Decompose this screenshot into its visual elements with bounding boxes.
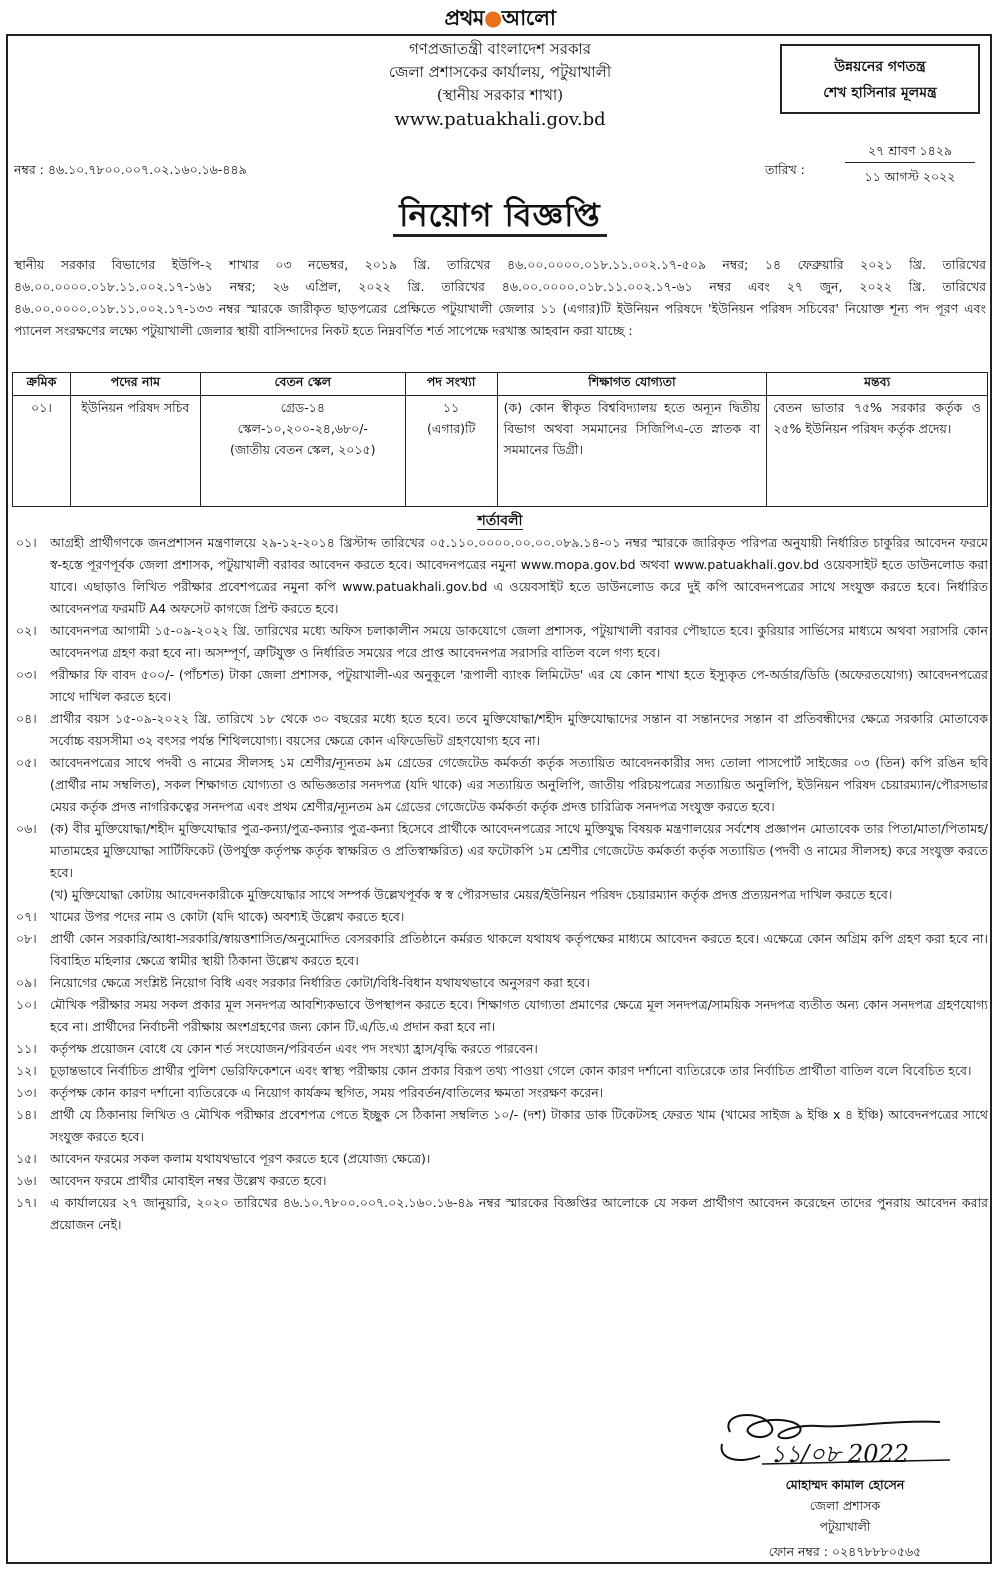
date-label: তারিখ : (765, 162, 805, 177)
date-english: ১১ আগস্ট ২০২২ (864, 169, 956, 184)
term-item: ১১। কর্তৃপক্ষ প্রয়োজন বোধে যে কোন শর্ত সংযোজন/পরিবর্তন এবং পদ সংখ্যা হ্রাস/বৃদ্ধি করতে পারবেন। (16, 1041, 538, 1056)
notice-title: নিয়োগ বিজ্ঞপ্তি (0, 190, 1000, 244)
cell-remarks: বেতন ভাতার ৭৫% সরকার কর্তৃক ও ২৫% ইউনিয়ন পরিষদ কর্তৃক প্রদেয়। (767, 396, 988, 507)
vacancy-table (12, 372, 988, 507)
term-item: ১০। মৌখিক পরীক্ষার সময় সকল প্রকার মূল সনদপত্র আবশ্যিকভাবে উপস্থাপন করতে হবে। শিক্ষাগত যোগ্যতা প্রমাণের ক্ষেত্রে মূল সনদপত্র/সাময়িক সনদপত্র ব্যতীত অন্য কোন সনদপত্র গ্রহণযোগ্য হবে না। প্রার্থীদের নির্বাচনী পরীক্ষায় অংশগ্রহণের জন্য কোন টি.এ/ডি.এ প্রদান করা হবে না। (16, 997, 988, 1034)
cell-count: ১১ (এগার)টি (405, 396, 497, 507)
term-item: ০৪। প্রার্থীর বয়স ১৫-০৯-২০২২ খ্রি. তারিখে ১৮ থেকে ৩০ বছরের মধ্যে হতে হবে। তবে মুক্তিযোদ্ধা/শহীদ মুক্তিযোদ্ধাদের সন্তান বা সন্তানদের সন্তান বা প্রতিবন্ধীদের ক্ষেত্রে সরকারি মোতাবেক সর্বোচ্চ বয়সসীমা ৩২ বৎসর পর্যন্ত শিথিলযোগ্য। বয়সের ক্ষেত্রে কোন এফিডেভিট গ্রহণযোগ্য হবে না। (16, 711, 988, 748)
cell-post: ইউনিয়ন পরিষদ সচিব (70, 396, 200, 507)
intro-paragraph: স্থানীয় সরকার বিভাগের ইউপি-২ শাখার ০৩ নভেম্বর, ২০১৯ খ্রি. তারিখের ৪৬.০০.০০০০.০১৮.১১.০০২.১৭-৫০৯ নম্বর; ১৪ ফেব্রুয়ারি ২০২১ খ্রি. তারিখের ৪৬.০০.০০০০.০১৮.১১.০০২.১৭-১৬১ নম্বর; ২৬ এপ্রিল, ২০২২ খ্রি. তারিখের ৪৬.০০.০০০০.০১৮.১১.০০২.১৭-৬১ নম্বর এবং ২৭ জুন, ২০২২ খ্রি. তারিখের ৪৬.০০.০০০০.০১৮.১১.০০২.১৭-১৩৩ নম্বর স্মারকে জারীকৃত ছাড়পত্রের প্রেক্ষিতে পটুয়াখালী জেলার ১১ (এগার)টি ইউনিয়ন পরিষদে 'ইউনিয়ন পরিষদ সচিবের' নিয়োক্ত শূন্য পদ পূরণ এবং প্যানেল সংরক্ষণের লক্ষ্যে পটুয়াখালী জেলার স্থায়ী বাসিন্দাদের নিকট হতে নিম্নবর্ণিত শর্ত সাপেক্ষে দরখাস্ত আহবান করা যাচ্ছে : (14, 257, 986, 338)
office-website: www.patuakhali.gov.bd (394, 109, 606, 130)
signatory-phone: ফোন নম্বর : ০২৪৭৮৮৮০৫৬৫ (768, 1544, 922, 1559)
date-bangla: ২৭ শ্রাবণ ১৪২৯ (845, 140, 975, 163)
slogan-line-1: উন্নয়নের গণতন্ত্র (834, 59, 926, 75)
term-item: ১৫। আবেদন ফরমের সকল কলাম যথাযথভাবে পূরণ করতে হবে (প্রযোজ্য ক্ষেত্রে)। (16, 1151, 431, 1166)
term-item: ০২। আবেদনপত্র আগামী ১৫-০৯-২০২২ খ্রি. তারিখের মধ্যে অফিস চলাকালীন সময়ে ডাকযোগে জেলা প্রশাসক, পটুয়াখালী বরাবর পৌছাতে হবে। কুরিয়ার সার্ভিসের মাধ্যমে অথবা সরাসরি কোন আবেদনপত্র গ্রহণ করা হবে না। অসম্পূর্ণ, ত্রুটিযুক্ত ও নির্ধারিত সময়ের পরে প্রাপ্ত আবেদনপত্র সরাসরি বাতিল বলে গণ্য হবে। (16, 623, 988, 660)
terms-heading: শর্তাবলী (477, 513, 523, 529)
col-pay-scale: বেতন স্কেল (200, 373, 405, 396)
term-item: ১৪। প্রার্থী যে ঠিকানায় লিখিত ও মৌখিক পরীক্ষার প্রবেশপত্র পেতে ইচ্ছুক সে ঠিকানা সম্বলিত ১০/- (দশ) টাকার ডাক টিকেটসহ ফেরত খাম (খামের সাইজ ৯ ইঞ্চি x ৪ ইঞ্চি) আবেদনপত্রের সাথে সংযুক্ত করতে হবে। (16, 1107, 988, 1144)
brand-logo: প্রথম●আলো (444, 6, 556, 30)
term-item: ০৭। খামের উপর পদের নাম ও কোটা (যদি থাকে) অবশ্যই উল্লেখ করতে হবে। (16, 909, 405, 924)
col-remarks: মন্তব্য (767, 373, 988, 396)
col-serial: ক্রমিক (13, 373, 71, 396)
term-item: ১৩। কর্তৃপক্ষ কোন কারণ দর্শানো ব্যতিরেকে এ নিয়োগ কার্যক্রম স্থগিত, সময় পরিবর্তন/বাতিলের ক্ষমতা সংরক্ষণ করেন। (16, 1085, 604, 1100)
section-name: (স্থানীয় সরকার শাখা) (436, 86, 564, 104)
term-item: ০৩। পরীক্ষার ফি বাবদ ৫০০/- (পাঁচশত) টাকা জেলা প্রশাসক, পটুয়াখালী-এর অনুকূলে 'রূপালী ব্যাংক লিমিটেড' এর যে কোন শাখা হতে ইস্যুকৃত পে-অর্ডার/ডিডি (অফেরতযোগ্য) আবেদনপত্রের সাথে দাখিল করতে হবে। (16, 667, 988, 704)
cell-scale: গ্রেড-১৪ স্কেল-১০,২০০-২৪,৬৮০/- (জাতীয় বেতন স্কেল, ২০১৫) (200, 396, 405, 507)
memo-number: নম্বর : ৪৬.১০.৭৮০০.০০৭.০২.১৬০.১৬-৪৪৯ (14, 162, 247, 177)
col-post-name: পদের নাম (70, 373, 200, 396)
terms-list (12, 532, 988, 1236)
term-item: ১২। চূড়ান্তভাবে নির্বাচিত প্রার্থীর পুলিশ ভেরিফিকেশনে এবং স্বাস্থ্য পরীক্ষায় কোন প্রকার বিরূপ তথ্য পাওয়া গেলে কোন কারণ দর্শানো ব্যতিরেকে তার নির্বাচিত প্রার্থীতা বাতিল বলে বিবেচিত হবে। (16, 1063, 972, 1078)
term-item: ০৯। নিয়োগের ক্ষেত্রে সংশ্লিষ্ট নিয়োগ বিধি এবং সরকার নির্ধারিত কোটা/বিধি-বিধান যথাযথভাবে অনুসরণ করা হবে। (16, 975, 590, 990)
term-item: ০১। আগ্রহী প্রার্থীগণকে জনপ্রশাসন মন্ত্রণালয়ে ২৯-১২-২০১৪ খ্রিস্টাব্দ তারিখের ০৫.১১০.০০০০.০০.০০.০৮৯.১৪-০১ নম্বর স্মারকে জারিকৃত পরিপত্র অনুযায়ী নির্ধারিত চাকুরির আবেদন ফরমে স্ব-হস্তে পূরণপূর্বক জেলা প্রশাসক, পটুয়াখালী বরাবর আবেদন করতে হবে। আবেদনপত্রের নমুনা www.mopa.gov.bd অথবা www.patuakhali.gov.bd ওয়েবসাইট হতে ডাউনলোড করা যাবে। এছাড়াও লিখিত পরীক্ষার প্রবেশপত্রের নমুনা কপি www.patuakhali.gov.bd এ ওয়েবসাইট হতে ডাউনলোড করে দুই কপি আবেদনপত্রের সাথে সংযুক্ত করতে হবে। নির্ধারিত আবেদনপত্র ফরমটি A4 অফসেট কাগজে প্রিন্ট করতে হবে। (16, 535, 988, 616)
term-item: ০৮। প্রার্থী কোন সরকারি/আধা-সরকারি/স্বায়ত্তশাসিত/অনুমোদিত বেসরকারি প্রতিষ্ঠানে কর্মরত থাকলে যথাযথ কর্তৃপক্ষের মাধ্যমে আবেদন করতে হবে। এক্ষেত্রে কোন অগ্রিম কপি গ্রহণ করা হবে না। বিবাহিত মহিলার ক্ষেত্রে স্বামীর স্থায়ী ঠিকানা উল্লেখ করতে হবে। (16, 931, 988, 968)
office-name: জেলা প্রশাসকের কার্যালয়, পটুয়াখালী (388, 63, 612, 81)
handwritten-signature (700, 1402, 960, 1468)
signatory-name: মোহাম্মদ কামাল হোসেন (785, 1477, 905, 1492)
term-item: ১৬। আবেদন ফরমে প্রার্থীর মোবাইল নম্বর উল্লেখ করতে হবে। (16, 1173, 327, 1188)
table-row (13, 396, 988, 507)
newspaper-masthead (0, 4, 1000, 32)
signatory-designation: জেলা প্রশাসক (809, 1498, 881, 1513)
col-post-count: পদ সংখ্যা (405, 373, 497, 396)
slogan-box (780, 44, 980, 114)
col-qualification: শিক্ষাগত যোগ্যতা (497, 373, 767, 396)
cell-qualification: (ক) কোন স্বীকৃত বিশ্ববিদ্যালয় হতে অন্যূন দ্বিতীয় বিভাগ অথবা সমমানের সিজিপিএ-তে স্নাতক বা সমমানের ডিগ্রী। (497, 396, 767, 507)
term-item: ১৭। এ কার্যালয়ের ২৭ জানুয়ারি, ২০২০ তারিখের ৪৬.১০.৭৮০০.০০৭.০২.১৬০.১৬-৪৯ নম্বর স্মারকের বিজ্ঞপ্তির আলোকে যে সকল প্রার্থীগণ আবেদন করেছেন তাদের পুনরায় আবেদন করার প্রয়োজন নেই। (16, 1195, 988, 1232)
svg-text:১১/০৮ 2022: ১১/০৮ 2022 (770, 1440, 910, 1468)
table-header-row (13, 373, 988, 396)
signatory-block (720, 1474, 970, 1562)
government-name: গণপ্রজাতন্ত্রী বাংলাদেশ সরকার (408, 40, 592, 58)
slogan-line-2: শেখ হাসিনার মূলমন্ত্র (823, 85, 937, 101)
term-item: ০৬। (ক) বীর মুক্তিযোদ্ধা/শহীদ মুক্তিযোদ্ধার পুত্র-কন্যা/পুত্র-কন্যার পুত্র-কন্যা হিসেবে প্রার্থীকে আবেদনপত্রের সাথে মুক্তিযুদ্ধ বিষয়ক মন্ত্রণালয়ের সর্বশেষ প্রজ্ঞাপন মোতাবেক তার পিতা/মাতা/পিতামহ/মাতামহের মুক্তিযোদ্ধা সার্টিফিকেট (উপর্যুক্ত কর্তৃপক্ষ কর্তৃক স্বাক্ষরিত ও প্রতিস্বাক্ষরিত) এর ফটোকপি ১ম শ্রেণীর গেজেটেড কর্মকর্তা কর্তৃক সত্যায়িত (পদবী ও নামের সীলসহ) করে সংযুক্ত করতে হবে। (খ) মুক্তিযোদ্ধা কোটায় আবেদনকারীকে মুক্তিযোদ্ধার সাথে সম্পর্ক উল্লেখপূর্বক স্ব স্ব পৌরসভার মেয়র/ইউনিয়ন পরিষদ চেয়ারম্যান কর্তৃক প্রদত্ত প্রত্যয়নপত্র দাখিল করতে হবে। (16, 821, 988, 902)
signatory-office: পটুয়াখালী (819, 1519, 871, 1534)
cell-serial: ০১। (13, 396, 71, 507)
term-item: ০৫। আবেদনপত্রের সাথে পদবী ও নামের সীলসহ ১ম শ্রেণীর/ন্যূনতম ৯ম গ্রেডের গেজেটেড কর্মকর্তা কর্তৃক সত্যায়িত আবেদনকারীর সদ্য তোলা পাসপোর্ট সাইজের ০৩ (তিন) কপি রঙিন ছবি (প্রার্থীর নাম সম্বলিত), সকল শিক্ষাগত যোগ্যতা ও অভিজ্ঞতার সনদপত্র (যদি থাকে) এর সত্যায়িত অনুলিপি, জাতীয় পরিচয়পত্রের সত্যায়িত অনুলিপি, ইউনিয়ন পরিষদ চেয়ারম্যান/পৌরসভার মেয়র কর্তৃক প্রদত্ত নাগরিকত্বের সনদপত্র এবং প্রথম শ্রেণীর/ন্যূনতম ৯ম গ্রেডের গেজেটেড কর্মকর্তা কর্তৃক প্রদত্ত চারিত্রিক সনদপত্র সংযুক্ত করতে হবে। (16, 755, 988, 814)
